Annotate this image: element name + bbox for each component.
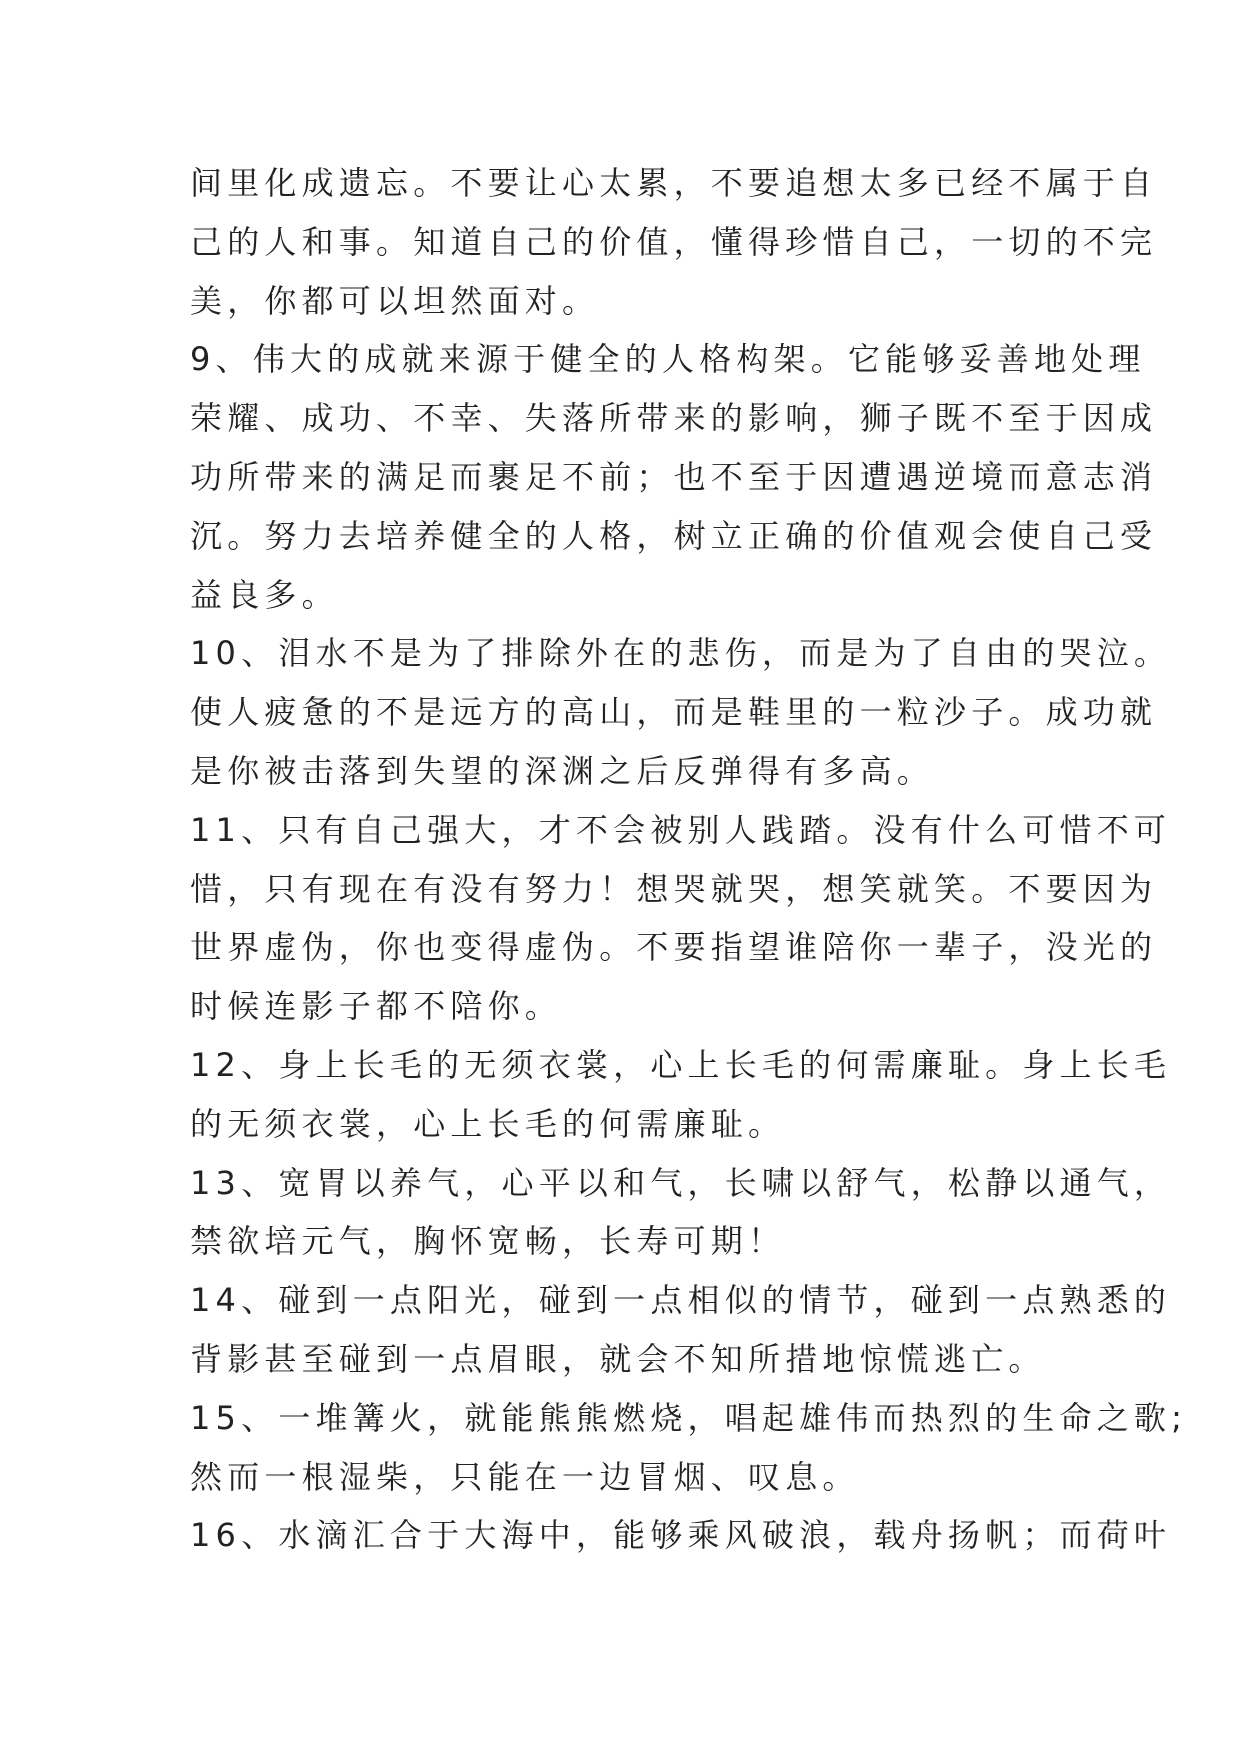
text-line: 然而一根湿柴，只能在一边冒烟、叹息。 (190, 1457, 860, 1496)
text-line: 背影甚至碰到一点眉眼，就会不知所措地惊慌逃亡。 (190, 1339, 1046, 1378)
text-line: 益良多。 (190, 575, 339, 614)
text-line: 禁欲培元气，胸怀宽畅，长寿可期！ (190, 1222, 786, 1261)
text-line: 功所带来的满足而裹足不前；也不至于因遭遇逆境而意志消 (190, 457, 1158, 496)
text-line: 的无须衣裳，心上长毛的何需廉耻。 (190, 1104, 786, 1143)
text-line: 9、伟大的成就来源于健全的人格构架。它能够妥善地处理 (190, 340, 1146, 379)
text-line: 14、碰到一点阳光，碰到一点相似的情节，碰到一点熟悉的 (190, 1281, 1172, 1320)
text-line: 13、宽胃以养气，心平以和气，长啸以舒气，松静以通气， (190, 1163, 1172, 1202)
text-line: 间里化成遗忘。不要让心太累，不要追想太多已经不属于自 (190, 164, 1158, 202)
text-line: 10、泪水不是为了排除外在的悲伤，而是为了自由的哭泣。 (190, 634, 1172, 673)
text-line: 12、身上长毛的无须衣裳，心上长毛的何需廉耻。身上长毛 (190, 1045, 1172, 1084)
document-body (190, 154, 1188, 1565)
text-line: 时候连影子都不陪你。 (190, 987, 563, 1026)
text-line: 15、一堆篝火，就能熊熊燃烧，唱起雄伟而热烈的生命之歌; (190, 1398, 1188, 1437)
text-line: 惜，只有现在有没有努力！想哭就哭，想笑就笑。不要因为 (190, 869, 1158, 908)
text-line: 16、水滴汇合于大海中，能够乘风破浪，载舟扬帆；而荷叶 (190, 1516, 1172, 1555)
text-line: 11、只有自己强大，才不会被别人践踏。没有什么可惜不可 (190, 810, 1172, 849)
text-line: 荣耀、成功、不幸、失落所带来的影响，狮子既不至于因成 (190, 399, 1158, 438)
text-line: 沉。努力去培养健全的人格，树立正确的价值观会使自己受 (190, 516, 1158, 555)
text-line: 己的人和事。知道自己的价值，懂得珍惜自己，一切的不完 (190, 222, 1158, 261)
text-line: 是你被击落到失望的深渊之后反弹得有多高。 (190, 751, 935, 790)
text-line: 美，你都可以坦然面对。 (190, 281, 600, 320)
text-line: 使人疲惫的不是远方的高山，而是鞋里的一粒沙子。成功就 (190, 693, 1158, 732)
text-line: 世界虚伪，你也变得虚伪。不要指望谁陪你一辈子，没光的 (190, 928, 1158, 967)
